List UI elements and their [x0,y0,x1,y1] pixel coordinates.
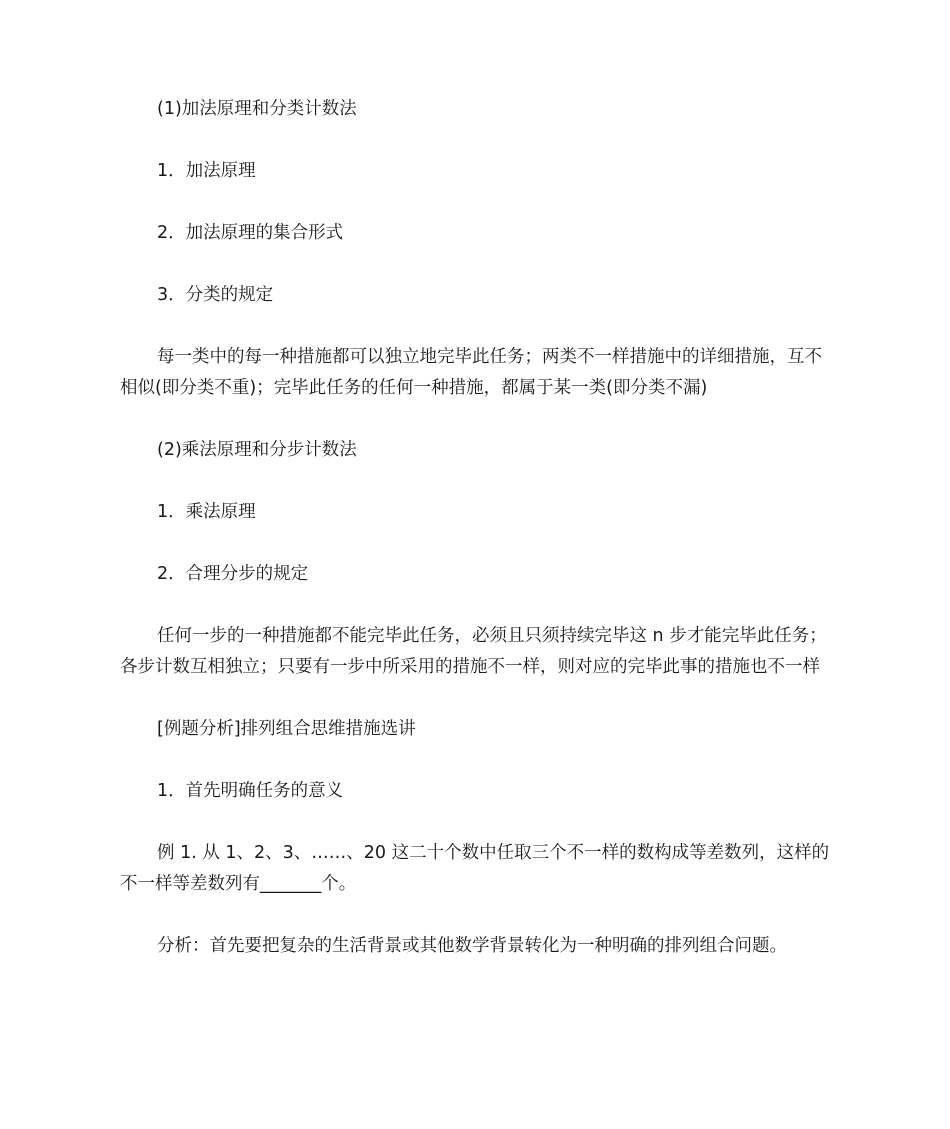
item-task-meaning: 1．首先明确任务的意义 [157,781,344,801]
heading-addition-principle: (1)加法原理和分类计数法 [157,99,357,119]
item-multiplication-principle: 1．乘法原理 [157,502,256,522]
item-step-rules: 2．合理分步的规定 [157,564,309,584]
paragraph-analysis: 分析：首先要把复杂的生活背景或其他数学背景转化为一种明确的排列组合问题。 [157,936,787,956]
paragraph-classification-detail: 每一类中的每一种措施都可以独立地完毕此任务；两类不一样措施中的详细措施，互不相似(即分类不重)；完毕此任务的任何一种措施，都属于某一类(即分类不漏) [120,347,822,398]
item-addition-principle: 1．加法原理 [157,161,256,181]
heading-example-analysis: [例题分析]排列组合思维措施选讲 [157,719,416,739]
item-addition-set-form: 2．加法原理的集合形式 [157,223,344,243]
item-classification-rules: 3．分类的规定 [157,285,274,305]
paragraph-step-detail: 任何一步的一种措施都不能完毕此任务，必须且只须持续完毕这 n 步才能完毕此任务；各步计数互相独立；只要有一步中所采用的措施不一样，则对应的完毕此事的措施也不一样 [120,626,827,677]
heading-multiplication-principle: (2)乘法原理和分步计数法 [157,440,357,460]
document-page [120,94,832,993]
paragraph-example-1: 例 1. 从 1、2、3、……、20 这二十个数中任取三个不一样的数构成等差数列，这样的不一样等差数列有_______个。 [120,843,830,894]
